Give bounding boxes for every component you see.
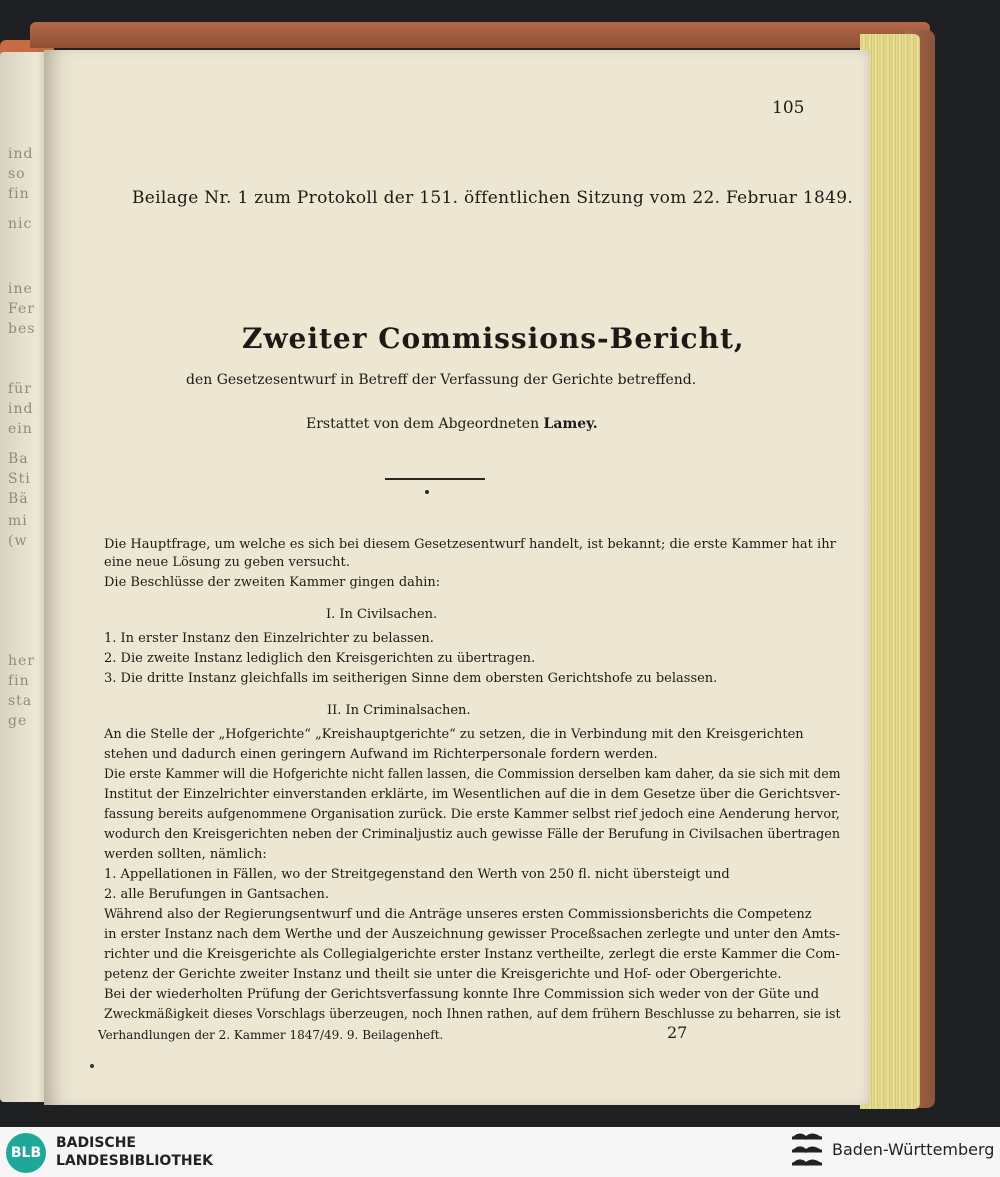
body-line: Zweckmäßigkeit dieses Vorschlags überzeugen, noch Ihnen rathen, auf dem frühern Beschlusse zu beharren, sie ist xyxy=(104,1007,841,1022)
left-page-fragment: sta xyxy=(8,693,33,709)
ornament-dot xyxy=(425,490,429,494)
blb-name[interactable] xyxy=(56,1134,213,1170)
body-line: richter und die Kreisgerichte als Collegialgerichte erster Instanz vertheilte, zerlegt die erste Kammer die Com- xyxy=(104,947,840,962)
page-number: 105 xyxy=(772,98,805,118)
document-page xyxy=(44,50,870,1105)
left-page-fragment: Fer xyxy=(8,301,35,317)
left-page-fragment: ine xyxy=(8,281,33,297)
left-page-fragment: Sti xyxy=(8,471,31,487)
body-line: Bei der wiederholten Prüfung der Gerichtsverfassung konnte Ihre Commission sich weder von der Güte und xyxy=(104,987,820,1002)
left-page-fragment: ind xyxy=(8,401,34,417)
left-page-fragment: so xyxy=(8,166,26,182)
body-line: II. In Criminalsachen. xyxy=(327,703,471,718)
left-page-fragment: her xyxy=(8,653,35,669)
left-page-fragment: fin xyxy=(8,673,30,689)
body-line: Während also der Regierungsentwurf und die Anträge unseres ersten Commissionsberichts die Competenz xyxy=(104,907,812,922)
report-subtitle: den Gesetzesentwurf in Betreff der Verfassung der Gerichte betreffend. xyxy=(186,372,697,388)
report-title: Zweiter Commissions-Bericht, xyxy=(242,322,745,355)
left-page-fragment: für xyxy=(8,381,32,397)
left-page-fragment: ein xyxy=(8,421,33,437)
footer-publication: Verhandlungen der 2. Kammer 1847/49. 9. Beilagenheft. xyxy=(98,1028,444,1042)
left-page-fragment: fin xyxy=(8,186,30,202)
body-line: fassung bereits aufgenommene Organisation zurück. Die erste Kammer selbst rief jedoch eine Aenderung hervor, xyxy=(104,807,840,822)
left-page-fragment: ind xyxy=(8,146,34,162)
ink-dot xyxy=(90,1064,94,1068)
body-line: 2. Die zweite Instanz lediglich den Kreisgerichten zu übertragen. xyxy=(104,651,536,666)
author-prefix: Erstattet von dem Abgeordneten xyxy=(306,416,540,432)
body-line: Die Hauptfrage, um welche es sich bei diesem Gesetzesentwurf handelt, ist bekannt; die erste Kammer hat ihr xyxy=(104,537,836,552)
body-line: Institut der Einzelrichter einverstanden erklärte, im Wesentlichen auf die in dem Gesetze über die Gerichtsver- xyxy=(104,787,841,802)
body-line: 1. Appellationen in Fällen, wo der Streitgegenstand den Werth von 250 fl. nicht übersteigt und xyxy=(104,867,730,882)
body-line: wodurch den Kreisgerichten neben der Criminaljustiz auch gewisse Fälle der Berufung in Civilsachen übertragen xyxy=(104,827,841,842)
author-name: Lamey. xyxy=(543,416,598,432)
body-line: 2. alle Berufungen in Gantsachen. xyxy=(104,887,330,902)
protocol-header: Beilage Nr. 1 zum Protokoll der 151. öffentlichen Sitzung vom 22. Februar 1849. xyxy=(132,188,854,208)
body-line: I. In Civilsachen. xyxy=(326,607,438,622)
body-line: in erster Instanz nach dem Werthe und der Auszeichnung gewisser Proceßsachen zerlegte und unter den Amts- xyxy=(104,927,840,942)
blb-name-line2: LANDESBIBLIOTHEK xyxy=(56,1153,214,1169)
body-line: 3. Die dritte Instanz gleichfalls im seitherigen Sinne dem obersten Gerichtshofe zu belassen. xyxy=(104,671,718,686)
left-page-fragment: ge xyxy=(8,713,28,729)
branding-bar xyxy=(0,1127,1000,1177)
blb-logo[interactable]: BLB xyxy=(6,1133,46,1173)
body-line: eine neue Lösung zu geben versucht. xyxy=(104,555,350,570)
body-line: petenz der Gerichte zweiter Instanz und theilt sie unter die Kreisgerichte und Hof- oder Obergerichte. xyxy=(104,967,782,982)
body-line: stehen und dadurch einen geringern Aufwand im Richterpersonale fordern werden. xyxy=(104,747,658,762)
body-line: Die erste Kammer will die Hofgerichte nicht fallen lassen, die Commission derselben kam daher, da sie sich mit dem xyxy=(104,767,841,782)
left-page-fragment: (w xyxy=(8,533,28,549)
body-line: 1. In erster Instanz den Einzelrichter zu belassen. xyxy=(104,631,434,646)
left-page-fragment: Bä xyxy=(8,491,29,507)
book-cover-top xyxy=(30,22,930,48)
bw-lions-icon xyxy=(790,1132,824,1172)
left-page-fragment: bes xyxy=(8,321,36,337)
left-page-fragment: nic xyxy=(8,216,33,232)
left-page-fragment: Ba xyxy=(8,451,29,467)
title-rule xyxy=(385,478,485,480)
footer-page-number: 27 xyxy=(667,1023,688,1042)
body-line: An die Stelle der „Hofgerichte“ „Kreishauptgerichte“ zu setzen, die in Verbindung mit den Kreisgerichten xyxy=(104,727,804,742)
body-line: Die Beschlüsse der zweiten Kammer gingen dahin: xyxy=(104,575,441,590)
report-author xyxy=(306,416,598,432)
bw-name[interactable]: Baden-Württemberg xyxy=(832,1140,995,1159)
left-page-fragment: mi xyxy=(8,513,28,529)
blb-name-line1: BADISCHE xyxy=(56,1135,136,1151)
body-line: werden sollten, nämlich: xyxy=(104,847,267,862)
